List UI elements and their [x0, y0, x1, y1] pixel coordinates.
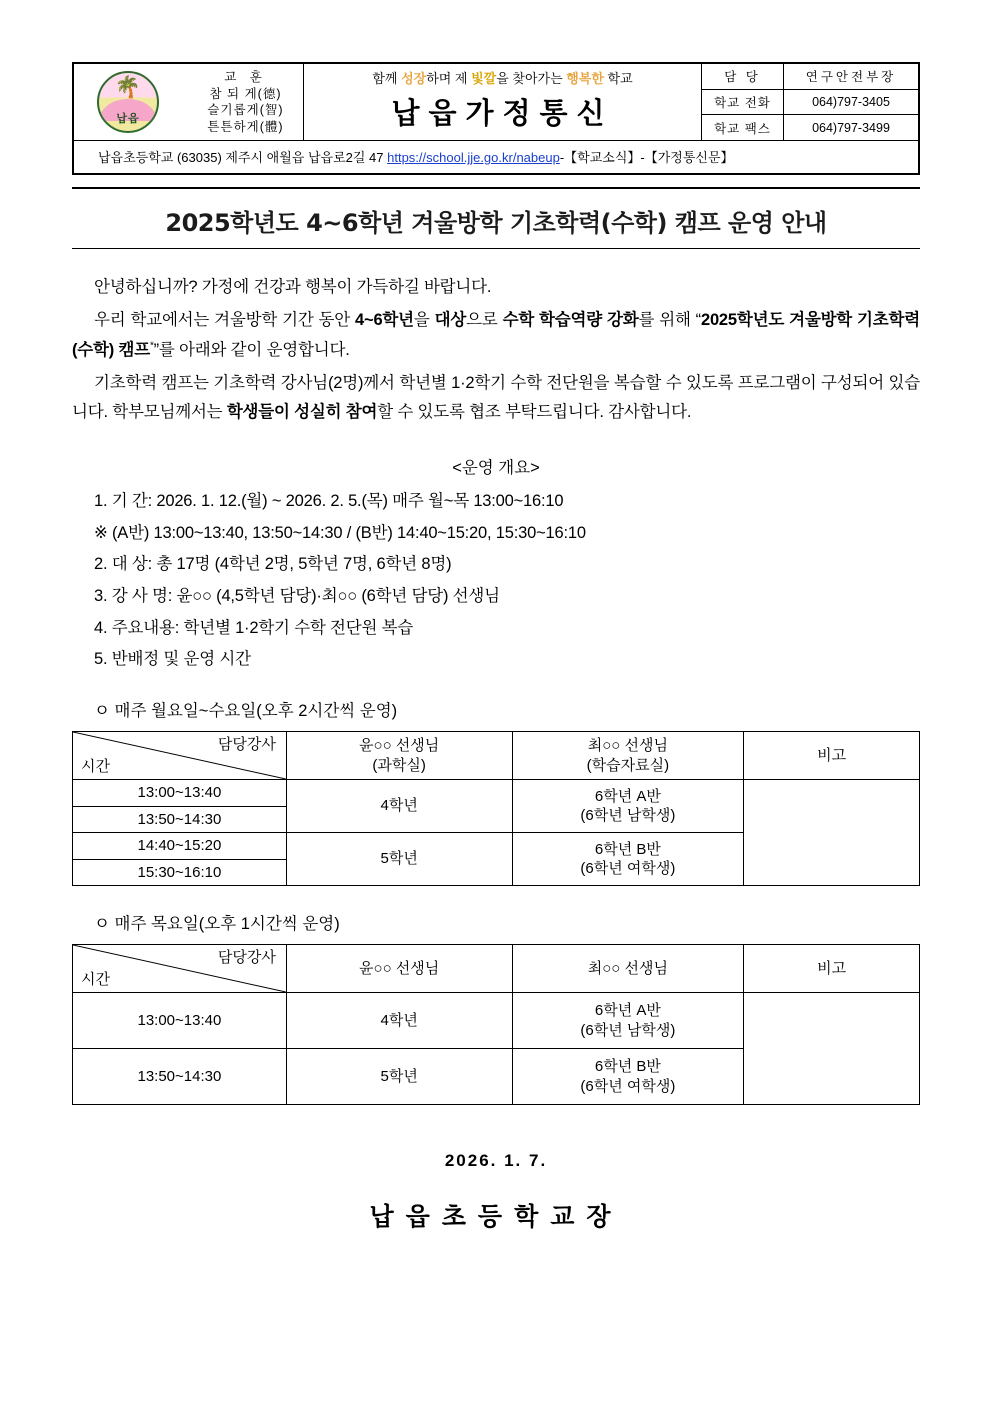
cell-class-detail: (6학년 여학생) [580, 860, 676, 878]
contact-head-row [702, 64, 918, 89]
list-item-instructors: 3. 강 사 명: 윤○○ (4,5학년 담당)·최○○ (6학년 담당) 선생님 [94, 586, 500, 605]
overview-heading: <운영 개요> [452, 458, 540, 477]
schedule-table-mon-wed [72, 731, 920, 886]
corner-header-cell [73, 732, 287, 780]
address-suffix: -【학교소식】-【가정통신문】 [559, 150, 734, 165]
school-signature: 납읍초등학교장 [369, 1202, 623, 1232]
p2-program-name: 2025학년도 겨울방학 기초학력(수학) 캠프 [72, 311, 920, 359]
letterhead-top [74, 64, 918, 141]
motto-title: 교 훈 [224, 70, 267, 84]
cell-time: 13:00~13:40 [73, 993, 287, 1049]
slogan-part-4: 빛깔 [471, 71, 497, 86]
motto-line-1: 참 되 게(德) [209, 86, 282, 101]
newsletter-title: 납읍가정통신 [391, 96, 614, 130]
contact-head-value: 연구안전부장 [805, 70, 897, 85]
motto-line-3: 튼튼하게(體) [207, 119, 284, 134]
palm-tree-icon: 🌴 [114, 76, 142, 99]
p2-part-5: ”를 아래와 같이 운영합니다. [153, 340, 350, 359]
cell-time: 14:40~15:20 [73, 833, 287, 860]
list-item-class-assignment: 5. 반배정 및 운영 시간 [94, 650, 251, 669]
cell-note [744, 780, 920, 886]
phone-row [702, 89, 918, 115]
motto-line-2: 슬기롭게(智) [207, 103, 284, 117]
school-logo [74, 64, 182, 140]
letterhead [72, 62, 920, 175]
emblem-label: 납읍 [116, 113, 140, 125]
cell-time: 13:50~14:30 [73, 1049, 287, 1105]
header-instructor-b-name: 최○○ 선생님 [587, 737, 668, 755]
table-row [73, 780, 920, 807]
cell-time: 13:00~13:40 [73, 780, 287, 807]
fax-label: 학교 팩스 [702, 115, 784, 140]
cell-instructor-a-grade: 5학년 [286, 833, 512, 886]
header-instructor-b-room: (학습자료실) [586, 756, 670, 774]
header-note: 비고 [744, 732, 920, 780]
cell-instructor-b-class [512, 780, 744, 833]
header-instructor-a-room: (과학실) [372, 756, 426, 774]
contact-box [702, 64, 918, 140]
school-emblem-icon [97, 71, 159, 133]
corner-header-cell [73, 945, 287, 993]
school-website-link[interactable]: https://school.jje.go.kr/nabeup [387, 150, 560, 165]
cell-class-detail: (6학년 남학생) [580, 1021, 676, 1039]
paragraph-description [72, 369, 920, 428]
list-item-period: 1. 기 간: 2026. 1. 12.(월) ~ 2026. 2. 5.(목) 매주 월~목 13:00~16:10 [94, 491, 564, 510]
header-instructor-a: 윤○○ 선생님 [286, 945, 512, 993]
cell-class-name: 6학년 A반 [594, 1002, 661, 1020]
contact-head-label: 담 당 [702, 64, 784, 89]
slogan-part-6: 행복한 [566, 71, 604, 86]
cell-class-name: 6학년 B반 [594, 840, 661, 858]
fax-value: 064)797-3499 [812, 120, 890, 135]
header-instructor-a [286, 732, 512, 780]
cell-class-detail: (6학년 남학생) [580, 807, 676, 825]
cell-time: 13:50~14:30 [73, 806, 287, 833]
p2-footnote-marker: * [149, 340, 154, 352]
p2-target: 대상 [434, 311, 467, 330]
header-instructor-b [512, 732, 744, 780]
corner-header-instructor: 담당강사 [217, 949, 276, 967]
school-slogan [372, 68, 632, 87]
cell-instructor-b-class [512, 833, 744, 886]
table-row [73, 993, 920, 1049]
cell-class-name: 6학년 B반 [594, 1058, 661, 1076]
table-header-row [73, 945, 920, 993]
p3-part-1: 기초학력 캠프는 기초학력 강사님(2명)께서 학년별 1·2학기 수학 전단원을 복습할 수 있도록 프로그램이 구성되어 있습니다. 학부모님께서는 [72, 374, 920, 422]
cell-instructor-a-grade: 4학년 [286, 993, 512, 1049]
cell-instructor-b-class [512, 1049, 744, 1105]
slogan-part-5: 을 찾아가는 [496, 71, 567, 86]
p2-part-4: 를 위해 “ [638, 311, 701, 330]
p2-part-3: 으로 [466, 311, 503, 330]
corner-header-instructor: 담당강사 [217, 736, 276, 754]
slogan-part-3: 하며 제 [426, 71, 472, 86]
slogan-part-1: 함께 [372, 71, 402, 86]
subheading-thu: ㅇ 매주 목요일(오후 1시간씩 운영) [94, 915, 340, 934]
list-item-period-note: ※ (A반) 13:00~13:40, 13:50~14:30 / (B반) 14:40~15:20, 15:30~16:10 [94, 523, 586, 542]
phone-value: 064)797-3405 [812, 95, 890, 109]
subheading-mon-wed: ㅇ 매주 월요일~수요일(오후 2시간씩 운영) [94, 702, 398, 721]
p2-part-2: 을 [413, 311, 435, 330]
school-address-line [74, 141, 918, 173]
phone-label: 학교 전화 [702, 90, 784, 115]
paragraph-purpose [72, 306, 920, 365]
list-item-content: 4. 주요내용: 학년별 1·2학기 수학 전단원 복습 [94, 618, 414, 637]
letterhead-center [304, 64, 702, 140]
p2-focus: 수학 학습역량 강화 [502, 311, 639, 330]
slogan-part-7: 학교 [603, 71, 633, 86]
p3-part-2: 할 수 있도록 협조 부탁드립니다. 감사합니다. [377, 403, 692, 422]
overview-list [72, 488, 920, 673]
header-note: 비고 [744, 945, 920, 993]
slogan-part-2: 성장 [401, 71, 427, 86]
cell-note [744, 993, 920, 1105]
list-item-participants: 2. 대 상: 총 17명 (4학년 2명, 5학년 7명, 6학년 8명) [94, 555, 452, 574]
header-instructor-a-name: 윤○○ 선생님 [359, 737, 440, 755]
corner-header-time: 시간 [81, 757, 110, 775]
title-divider [72, 248, 920, 249]
table-header-row [73, 732, 920, 780]
school-motto [182, 64, 304, 140]
issue-date: 2026. 1. 7. [444, 1151, 548, 1171]
paragraph-greeting: 안녕하십니까? 가정에 건강과 행복이 가득하길 바랍니다. [94, 278, 492, 296]
cell-instructor-a-grade: 4학년 [286, 780, 512, 833]
cell-instructor-b-class [512, 993, 744, 1049]
cell-class-name: 6학년 A반 [594, 787, 661, 805]
p2-part-1: 우리 학교에서는 겨울방학 기간 동안 [94, 311, 356, 330]
cell-class-detail: (6학년 여학생) [580, 1077, 676, 1095]
cell-time: 15:30~16:10 [73, 859, 287, 886]
address-prefix: 납읍초등학교 (63035) 제주시 애월읍 납읍로2길 47 [98, 150, 388, 165]
p2-grades: 4~6학년 [355, 311, 414, 330]
corner-header-time: 시간 [81, 970, 110, 988]
header-instructor-b: 최○○ 선생님 [512, 945, 744, 993]
cell-instructor-a-grade: 5학년 [286, 1049, 512, 1105]
schedule-table-thu [72, 944, 920, 1105]
page-title: 2025학년도 4~6학년 겨울방학 기초학력(수학) 캠프 운영 안내 [165, 209, 827, 237]
fax-row [702, 114, 918, 140]
p3-emphasis: 학생들이 성실히 참여 [226, 403, 378, 422]
